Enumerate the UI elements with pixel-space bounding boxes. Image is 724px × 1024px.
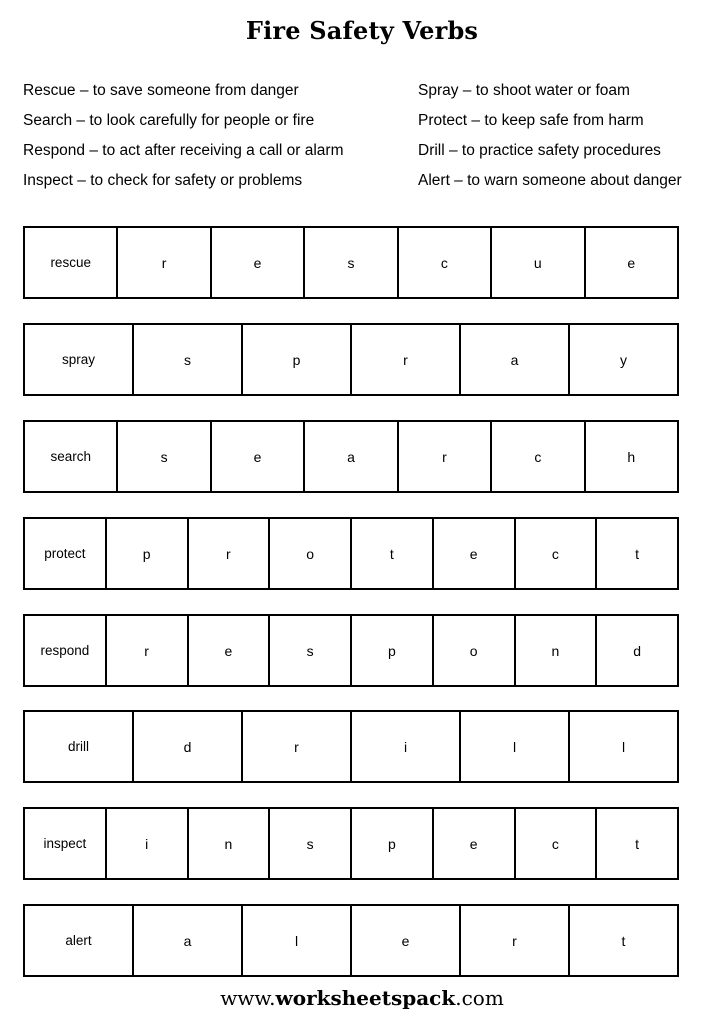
letter-cell: s <box>116 422 209 491</box>
letter-cell: d <box>595 616 677 685</box>
letter-cell: p <box>350 616 432 685</box>
letter-cell: e <box>584 228 677 297</box>
letter-cell: e <box>210 422 303 491</box>
footer-suffix: .com <box>455 986 504 1010</box>
word-cell: respond <box>40 643 90 658</box>
definition-item: Protect – to keep safe from harm <box>418 112 644 129</box>
letter-cell: l <box>568 712 677 781</box>
letter-cell: u <box>490 228 583 297</box>
letter-cell: e <box>210 228 303 297</box>
letter-cell: s <box>132 325 241 394</box>
letter-cell: r <box>241 712 350 781</box>
letter-cell: o <box>432 616 514 685</box>
word-row <box>23 614 679 687</box>
word-cell: inspect <box>43 836 87 851</box>
letter-cell: e <box>187 616 269 685</box>
letter-cell: r <box>116 228 209 297</box>
word-cell: alert <box>65 933 92 948</box>
letter-cell: p <box>350 809 432 878</box>
letter-cell: n <box>514 616 596 685</box>
letter-cell: r <box>397 422 490 491</box>
letter-cell: t <box>595 809 677 878</box>
letter-cell: s <box>268 616 350 685</box>
letter-cell: t <box>350 519 432 588</box>
letter-cell: r <box>459 906 568 975</box>
letter-cell: r <box>350 325 459 394</box>
letter-cell: c <box>397 228 490 297</box>
word-row <box>23 226 679 299</box>
letter-cell: y <box>568 325 677 394</box>
letter-cell: c <box>514 809 596 878</box>
letter-cell: p <box>105 519 187 588</box>
letter-cell: t <box>595 519 677 588</box>
letter-cell: r <box>187 519 269 588</box>
page-title: Fire Safety Verbs <box>245 16 479 45</box>
word-cell: search <box>50 449 91 464</box>
letter-cell: c <box>490 422 583 491</box>
letter-cell: t <box>568 906 677 975</box>
letter-cell: h <box>584 422 677 491</box>
word-cell: rescue <box>50 255 91 270</box>
letter-cell: a <box>459 325 568 394</box>
letter-cell: a <box>303 422 396 491</box>
definition-item: Rescue – to save someone from danger <box>23 82 299 99</box>
word-row <box>23 420 679 493</box>
letter-cell: s <box>303 228 396 297</box>
word-cell: spray <box>61 352 95 367</box>
letter-cell: d <box>132 712 241 781</box>
word-row <box>23 904 679 977</box>
footer-url <box>0 986 724 1010</box>
letter-cell: r <box>105 616 187 685</box>
footer-prefix: www. <box>220 986 276 1010</box>
definition-item: Search – to look carefully for people or fire <box>23 112 315 129</box>
letter-cell: e <box>432 519 514 588</box>
definition-item: Respond – to act after receiving a call or alarm <box>23 142 344 159</box>
letter-cell: l <box>241 906 350 975</box>
letter-cell: i <box>350 712 459 781</box>
letter-cell: o <box>268 519 350 588</box>
letter-cell: s <box>268 809 350 878</box>
word-cell: protect <box>44 546 86 561</box>
letter-cell: a <box>132 906 241 975</box>
letter-cell: c <box>514 519 596 588</box>
letter-cell: e <box>432 809 514 878</box>
definition-item: Drill – to practice safety procedures <box>418 142 661 159</box>
definition-item: Inspect – to check for safety or problems <box>23 172 303 189</box>
word-row <box>23 710 679 783</box>
letter-cell: n <box>187 809 269 878</box>
letter-cell: l <box>459 712 568 781</box>
letter-cell: p <box>241 325 350 394</box>
word-row <box>23 807 679 880</box>
word-cell: drill <box>67 739 89 754</box>
word-row <box>23 517 679 590</box>
letter-cell: e <box>350 906 459 975</box>
footer-brand: worksheetspack <box>275 986 456 1010</box>
word-row <box>23 323 679 396</box>
definition-item: Spray – to shoot water or foam <box>418 82 630 99</box>
definition-item: Alert – to warn someone about danger <box>418 172 682 189</box>
letter-cell: i <box>105 809 187 878</box>
